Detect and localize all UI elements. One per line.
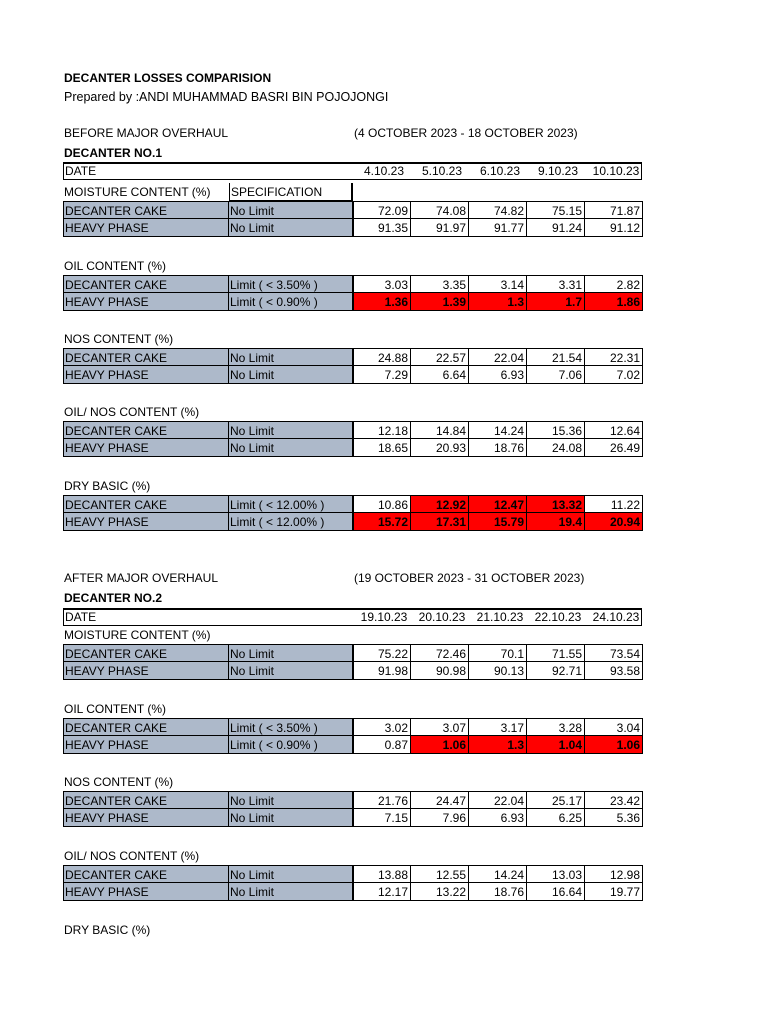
row-spec: Limit ( < 3.50% )	[229, 718, 353, 736]
value-cell: 20.93	[411, 439, 469, 457]
table-row	[63, 201, 643, 219]
value-cell: 24.47	[411, 791, 469, 809]
after-date-0: 19.10.23	[360, 610, 408, 624]
after-date-2: 21.10.23	[476, 610, 524, 624]
value-cell: 1.3	[469, 293, 527, 311]
value-cell: 3.31	[527, 275, 585, 293]
value-cell: 13.88	[353, 865, 411, 883]
before-period: (4 OCTOBER 2023 - 18 OCTOBER 2023)	[354, 126, 578, 140]
value-cell: 11.22	[585, 495, 643, 513]
row-label: HEAVY PHASE	[63, 293, 229, 311]
value-cell: 3.03	[353, 275, 411, 293]
value-cell: 71.87	[585, 201, 643, 219]
value-cell: 7.15	[353, 809, 411, 827]
value-cell: 91.97	[411, 219, 469, 237]
value-cell: 90.13	[469, 662, 527, 680]
table-row	[63, 421, 643, 439]
value-cell: 6.93	[469, 809, 527, 827]
value-cell: 24.88	[353, 348, 411, 366]
value-cell: 23.42	[585, 791, 643, 809]
before-date-4: 10.10.23	[592, 164, 640, 178]
value-cell: 93.58	[585, 662, 643, 680]
row-spec: No Limit	[229, 201, 353, 219]
after-date-label: DATE	[65, 610, 97, 624]
value-cell: 14.24	[469, 865, 527, 883]
value-cell: 3.35	[411, 275, 469, 293]
row-label: HEAVY PHASE	[63, 513, 229, 531]
value-cell: 91.98	[353, 662, 411, 680]
value-cell: 3.17	[469, 718, 527, 736]
value-cell: 25.17	[527, 791, 585, 809]
value-cell: 6.25	[527, 809, 585, 827]
value-cell: 13.32	[527, 495, 585, 513]
value-cell: 1.7	[527, 293, 585, 311]
row-spec: Limit ( < 0.90% )	[229, 736, 353, 754]
prepared-by: Prepared by :ANDI MUHAMMAD BASRI BIN POJOJONGI	[64, 90, 389, 104]
value-cell: 18.76	[469, 883, 527, 901]
value-cell: 22.04	[469, 348, 527, 366]
row-label: HEAVY PHASE	[63, 736, 229, 754]
value-cell: 1.06	[411, 736, 469, 754]
value-cell: 24.08	[527, 439, 585, 457]
value-cell: 6.64	[411, 366, 469, 384]
table-row	[63, 293, 643, 311]
before-date-0: 4.10.23	[363, 164, 405, 178]
value-cell: 74.08	[411, 201, 469, 219]
value-cell: 12.98	[585, 865, 643, 883]
value-cell: 12.92	[411, 495, 469, 513]
value-cell: 75.22	[353, 644, 411, 662]
value-cell: 14.24	[469, 421, 527, 439]
row-label: DECANTER CAKE	[63, 275, 229, 293]
row-label: DECANTER CAKE	[63, 201, 229, 219]
before-section-title: DRY BASIC (%)	[64, 479, 151, 493]
value-cell: 15.72	[353, 513, 411, 531]
value-cell: 13.22	[411, 883, 469, 901]
after-section-title: OIL/ NOS CONTENT (%)	[64, 849, 200, 863]
table-row	[63, 883, 643, 901]
before-section-title: MOISTURE CONTENT (%)	[64, 185, 211, 199]
row-label: HEAVY PHASE	[63, 809, 229, 827]
row-label: DECANTER CAKE	[63, 718, 229, 736]
table-row	[63, 219, 643, 237]
value-cell: 3.04	[585, 718, 643, 736]
row-spec: No Limit	[229, 439, 353, 457]
row-label: DECANTER CAKE	[63, 495, 229, 513]
after-section-title: NOS CONTENT (%)	[64, 775, 174, 789]
after-section-title: OIL CONTENT (%)	[64, 702, 167, 716]
value-cell: 6.93	[469, 366, 527, 384]
value-cell: 21.54	[527, 348, 585, 366]
value-cell: 15.36	[527, 421, 585, 439]
before-date-1: 5.10.23	[421, 164, 463, 178]
table-row	[63, 275, 643, 293]
value-cell: 1.3	[469, 736, 527, 754]
value-cell: 91.24	[527, 219, 585, 237]
table-row	[63, 662, 643, 680]
after-heading: AFTER MAJOR OVERHAUL	[64, 571, 219, 585]
value-cell: 0.87	[353, 736, 411, 754]
after-date-1: 20.10.23	[418, 610, 466, 624]
value-cell: 70.1	[469, 644, 527, 662]
row-spec: Limit ( < 0.90% )	[229, 293, 353, 311]
value-cell: 1.04	[527, 736, 585, 754]
before-date-2: 6.10.23	[479, 164, 521, 178]
table-row	[63, 439, 643, 457]
value-cell: 21.76	[353, 791, 411, 809]
before-section-title: OIL CONTENT (%)	[64, 259, 167, 273]
before-decanter-title: DECANTER NO.1	[64, 146, 163, 160]
value-cell: 7.96	[411, 809, 469, 827]
value-cell: 75.15	[527, 201, 585, 219]
value-cell: 14.84	[411, 421, 469, 439]
after-period: (19 OCTOBER 2023 - 31 OCTOBER 2023)	[354, 571, 585, 585]
value-cell: 12.55	[411, 865, 469, 883]
row-label: HEAVY PHASE	[63, 366, 229, 384]
row-label: DECANTER CAKE	[63, 644, 229, 662]
value-cell: 22.04	[469, 791, 527, 809]
value-cell: 15.79	[469, 513, 527, 531]
row-label: DECANTER CAKE	[63, 865, 229, 883]
table-row	[63, 513, 643, 531]
value-cell: 92.71	[527, 662, 585, 680]
before-section-title: NOS CONTENT (%)	[64, 332, 174, 346]
value-cell: 72.46	[411, 644, 469, 662]
row-label: HEAVY PHASE	[63, 883, 229, 901]
after-decanter-title: DECANTER NO.2	[64, 591, 163, 605]
row-spec: No Limit	[229, 662, 353, 680]
value-cell: 19.77	[585, 883, 643, 901]
value-cell: 74.82	[469, 201, 527, 219]
after-section-title: MOISTURE CONTENT (%)	[64, 628, 211, 642]
table-row	[63, 348, 643, 366]
row-spec: No Limit	[229, 219, 353, 237]
value-cell: 7.06	[527, 366, 585, 384]
table-row	[63, 366, 643, 384]
before-date-label: DATE	[65, 164, 97, 178]
value-cell: 22.57	[411, 348, 469, 366]
row-spec: Limit ( < 12.00% )	[229, 495, 353, 513]
value-cell: 3.02	[353, 718, 411, 736]
row-label: HEAVY PHASE	[63, 662, 229, 680]
value-cell: 18.76	[469, 439, 527, 457]
table-row	[63, 718, 643, 736]
report-title: DECANTER LOSSES COMPARISION	[64, 71, 272, 85]
after-date-3: 22.10.23	[534, 610, 582, 624]
before-spec-header-label: SPECIFICATION	[231, 185, 323, 199]
value-cell: 5.36	[585, 809, 643, 827]
after-section-title: DRY BASIC (%)	[64, 923, 151, 937]
value-cell: 1.86	[585, 293, 643, 311]
value-cell: 91.12	[585, 219, 643, 237]
before-section-title: OIL/ NOS CONTENT (%)	[64, 405, 200, 419]
value-cell: 12.18	[353, 421, 411, 439]
after-date-4: 24.10.23	[592, 610, 640, 624]
value-cell: 20.94	[585, 513, 643, 531]
row-spec: No Limit	[229, 809, 353, 827]
value-cell: 91.77	[469, 219, 527, 237]
value-cell: 91.35	[353, 219, 411, 237]
row-spec: No Limit	[229, 421, 353, 439]
value-cell: 7.02	[585, 366, 643, 384]
value-cell: 12.64	[585, 421, 643, 439]
row-label: DECANTER CAKE	[63, 421, 229, 439]
row-spec: No Limit	[229, 865, 353, 883]
value-cell: 18.65	[353, 439, 411, 457]
before-date-3: 9.10.23	[537, 164, 579, 178]
value-cell: 10.86	[353, 495, 411, 513]
value-cell: 3.28	[527, 718, 585, 736]
before-heading: BEFORE MAJOR OVERHAUL	[64, 126, 229, 140]
value-cell: 13.03	[527, 865, 585, 883]
table-row	[63, 644, 643, 662]
value-cell: 1.06	[585, 736, 643, 754]
value-cell: 7.29	[353, 366, 411, 384]
row-spec: No Limit	[229, 366, 353, 384]
row-label: DECANTER CAKE	[63, 791, 229, 809]
row-label: DECANTER CAKE	[63, 348, 229, 366]
value-cell: 17.31	[411, 513, 469, 531]
table-row	[63, 791, 643, 809]
value-cell: 12.47	[469, 495, 527, 513]
row-spec: No Limit	[229, 883, 353, 901]
row-spec: No Limit	[229, 791, 353, 809]
row-spec: No Limit	[229, 644, 353, 662]
value-cell: 1.39	[411, 293, 469, 311]
value-cell: 3.07	[411, 718, 469, 736]
value-cell: 2.82	[585, 275, 643, 293]
value-cell: 19.4	[527, 513, 585, 531]
row-spec: Limit ( < 3.50% )	[229, 275, 353, 293]
table-row	[63, 495, 643, 513]
row-spec: Limit ( < 12.00% )	[229, 513, 353, 531]
row-spec: No Limit	[229, 348, 353, 366]
value-cell: 90.98	[411, 662, 469, 680]
value-cell: 22.31	[585, 348, 643, 366]
value-cell: 1.36	[353, 293, 411, 311]
table-row	[63, 865, 643, 883]
row-label: HEAVY PHASE	[63, 219, 229, 237]
value-cell: 72.09	[353, 201, 411, 219]
value-cell: 73.54	[585, 644, 643, 662]
value-cell: 71.55	[527, 644, 585, 662]
value-cell: 3.14	[469, 275, 527, 293]
value-cell: 26.49	[585, 439, 643, 457]
value-cell: 12.17	[353, 883, 411, 901]
table-row	[63, 809, 643, 827]
row-label: HEAVY PHASE	[63, 439, 229, 457]
value-cell: 16.64	[527, 883, 585, 901]
table-row	[63, 736, 643, 754]
